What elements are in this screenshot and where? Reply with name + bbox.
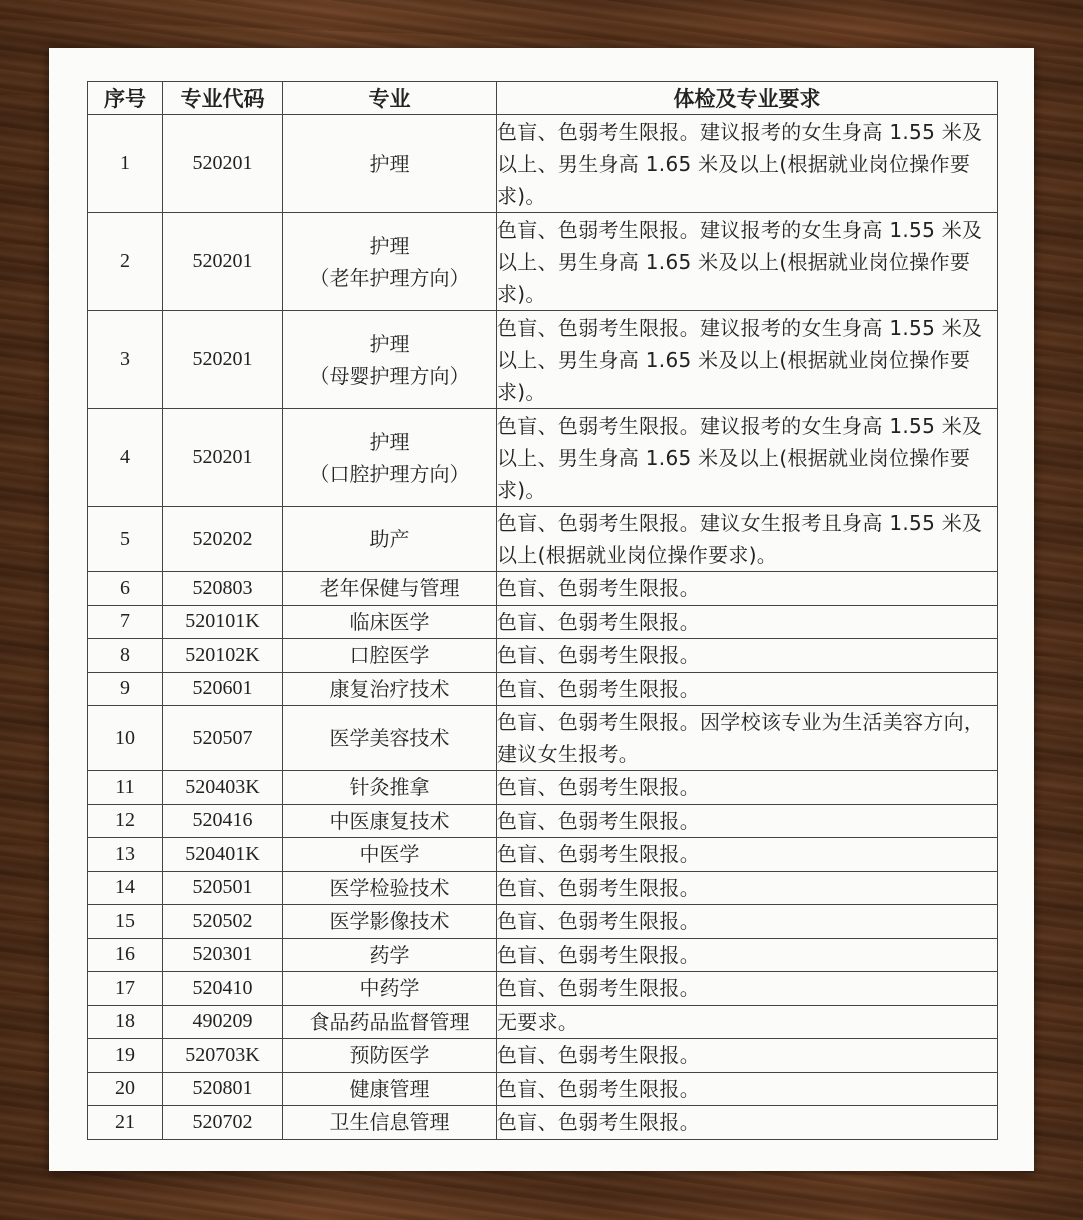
cell-no: 5 [88,507,163,572]
cell-major [283,938,497,972]
cell-major [283,311,497,409]
cell-major [283,1039,497,1073]
cell-no: 3 [88,311,163,409]
table-row [88,1039,998,1073]
cell-major [283,672,497,706]
cell-code: 520507 [163,706,283,771]
majors-table [87,81,998,1140]
header-major: 专业 [283,82,497,115]
cell-no: 1 [88,115,163,213]
cell-major [283,115,497,213]
cell-code: 520801 [163,1072,283,1106]
cell-requirement: 色盲、色弱考生限报。 [497,938,998,972]
cell-major [283,409,497,507]
cell-requirement: 色盲、色弱考生限报。 [497,1039,998,1073]
table-row [88,905,998,939]
table-row [88,1005,998,1039]
cell-requirement: 色盲、色弱考生限报。 [497,771,998,805]
table-row [88,605,998,639]
table-row [88,1106,998,1140]
cell-code: 520301 [163,938,283,972]
cell-no: 13 [88,838,163,872]
table-header-row [88,82,998,115]
table-row [88,672,998,706]
cell-no: 8 [88,639,163,673]
cell-code: 520501 [163,871,283,905]
major-name: 护理 [369,429,410,454]
table-row [88,311,998,409]
header-requirement: 体检及专业要求 [497,82,998,115]
table-row [88,871,998,905]
table-row [88,572,998,606]
document-page [49,48,1034,1171]
cell-requirement: 色盲、色弱考生限报。 [497,639,998,673]
table-row [88,409,998,507]
major-direction: （母婴护理方向） [309,363,470,388]
table-row [88,938,998,972]
cell-no: 21 [88,1106,163,1140]
cell-no: 10 [88,706,163,771]
cell-no: 4 [88,409,163,507]
table-row [88,972,998,1006]
cell-code: 520502 [163,905,283,939]
cell-major [283,804,497,838]
header-code: 专业代码 [163,82,283,115]
cell-no: 12 [88,804,163,838]
cell-code: 520201 [163,409,283,507]
cell-code: 520201 [163,311,283,409]
cell-no: 7 [88,605,163,639]
major-name: 药学 [369,942,410,967]
cell-requirement: 无要求。 [497,1005,998,1039]
cell-code: 520416 [163,804,283,838]
table-body [88,115,998,1140]
cell-major [283,905,497,939]
cell-no: 6 [88,572,163,606]
major-name: 医学美容技术 [329,726,450,750]
cell-requirement: 色盲、色弱考生限报。 [497,672,998,706]
major-name: 医学检验技术 [329,875,450,900]
cell-major [283,507,497,572]
major-direction: （老年护理方向） [309,265,470,290]
cell-no: 16 [88,938,163,972]
cell-requirement: 色盲、色弱考生限报。因学校该专业为生活美容方向，建议女生报考。 [497,706,998,771]
cell-code: 520702 [163,1106,283,1140]
cell-code: 520703K [163,1039,283,1073]
table-row [88,115,998,213]
cell-no: 15 [88,905,163,939]
major-name: 护理 [369,331,410,356]
table-row [88,1072,998,1106]
major-name: 老年保健与管理 [319,576,460,601]
major-name: 临床医学 [349,609,430,634]
table-row [88,771,998,805]
table-row [88,213,998,311]
cell-code: 520401K [163,838,283,872]
cell-major [283,771,497,805]
cell-requirement: 色盲、色弱考生限报。 [497,1072,998,1106]
cell-major [283,639,497,673]
cell-requirement: 色盲、色弱考生限报。 [497,838,998,872]
major-name: 口腔医学 [349,643,430,668]
cell-requirement: 色盲、色弱考生限报。 [497,972,998,1006]
cell-code: 520403K [163,771,283,805]
cell-no: 19 [88,1039,163,1073]
major-name: 中医学 [359,842,420,867]
major-name: 食品药品监督管理 [309,1009,470,1034]
cell-requirement: 色盲、色弱考生限报。建议报考的女生身高 1.55 米及以上、男生身高 1.65 米及以上(根据就业岗位操作要求)。 [497,311,998,409]
cell-code: 520410 [163,972,283,1006]
major-name: 健康管理 [349,1076,430,1101]
major-name: 针灸推拿 [349,775,430,800]
cell-major [283,1072,497,1106]
cell-requirement: 色盲、色弱考生限报。建议报考的女生身高 1.55 米及以上、男生身高 1.65 米及以上(根据就业岗位操作要求)。 [497,213,998,311]
cell-major [283,972,497,1006]
major-name: 护理 [369,233,410,258]
cell-major [283,572,497,606]
cell-major [283,706,497,771]
cell-major [283,838,497,872]
cell-code: 490209 [163,1005,283,1039]
cell-code: 520202 [163,507,283,572]
cell-requirement: 色盲、色弱考生限报。 [497,1106,998,1140]
table-row [88,507,998,572]
major-name: 预防医学 [349,1043,430,1068]
table-row [88,639,998,673]
cell-requirement: 色盲、色弱考生限报。建议女生报考且身高 1.55 米及以上(根据就业岗位操作要求)。 [497,507,998,572]
major-name: 卫生信息管理 [329,1110,450,1135]
major-name: 医学影像技术 [329,909,450,934]
table-row [88,706,998,771]
cell-code: 520201 [163,115,283,213]
header-no: 序号 [88,82,163,115]
cell-major [283,213,497,311]
cell-major [283,1005,497,1039]
cell-requirement: 色盲、色弱考生限报。 [497,572,998,606]
major-name: 中药学 [359,976,420,1001]
cell-no: 20 [88,1072,163,1106]
cell-no: 18 [88,1005,163,1039]
cell-code: 520102K [163,639,283,673]
cell-no: 14 [88,871,163,905]
cell-requirement: 色盲、色弱考生限报。建议报考的女生身高 1.55 米及以上、男生身高 1.65 米及以上(根据就业岗位操作要求)。 [497,115,998,213]
cell-code: 520201 [163,213,283,311]
major-name: 助产 [369,527,410,551]
cell-no: 2 [88,213,163,311]
cell-requirement: 色盲、色弱考生限报。 [497,871,998,905]
cell-code: 520101K [163,605,283,639]
cell-major [283,871,497,905]
major-name: 护理 [369,151,410,176]
cell-requirement: 色盲、色弱考生限报。 [497,605,998,639]
cell-no: 11 [88,771,163,805]
cell-code: 520803 [163,572,283,606]
table-row [88,804,998,838]
major-name: 中医康复技术 [329,808,450,833]
cell-requirement: 色盲、色弱考生限报。建议报考的女生身高 1.55 米及以上、男生身高 1.65 米及以上(根据就业岗位操作要求)。 [497,409,998,507]
cell-requirement: 色盲、色弱考生限报。 [497,804,998,838]
cell-no: 9 [88,672,163,706]
cell-code: 520601 [163,672,283,706]
cell-major [283,605,497,639]
cell-no: 17 [88,972,163,1006]
table-row [88,838,998,872]
major-name: 康复治疗技术 [329,676,450,701]
cell-requirement: 色盲、色弱考生限报。 [497,905,998,939]
major-direction: （口腔护理方向） [309,461,470,486]
cell-major [283,1106,497,1140]
